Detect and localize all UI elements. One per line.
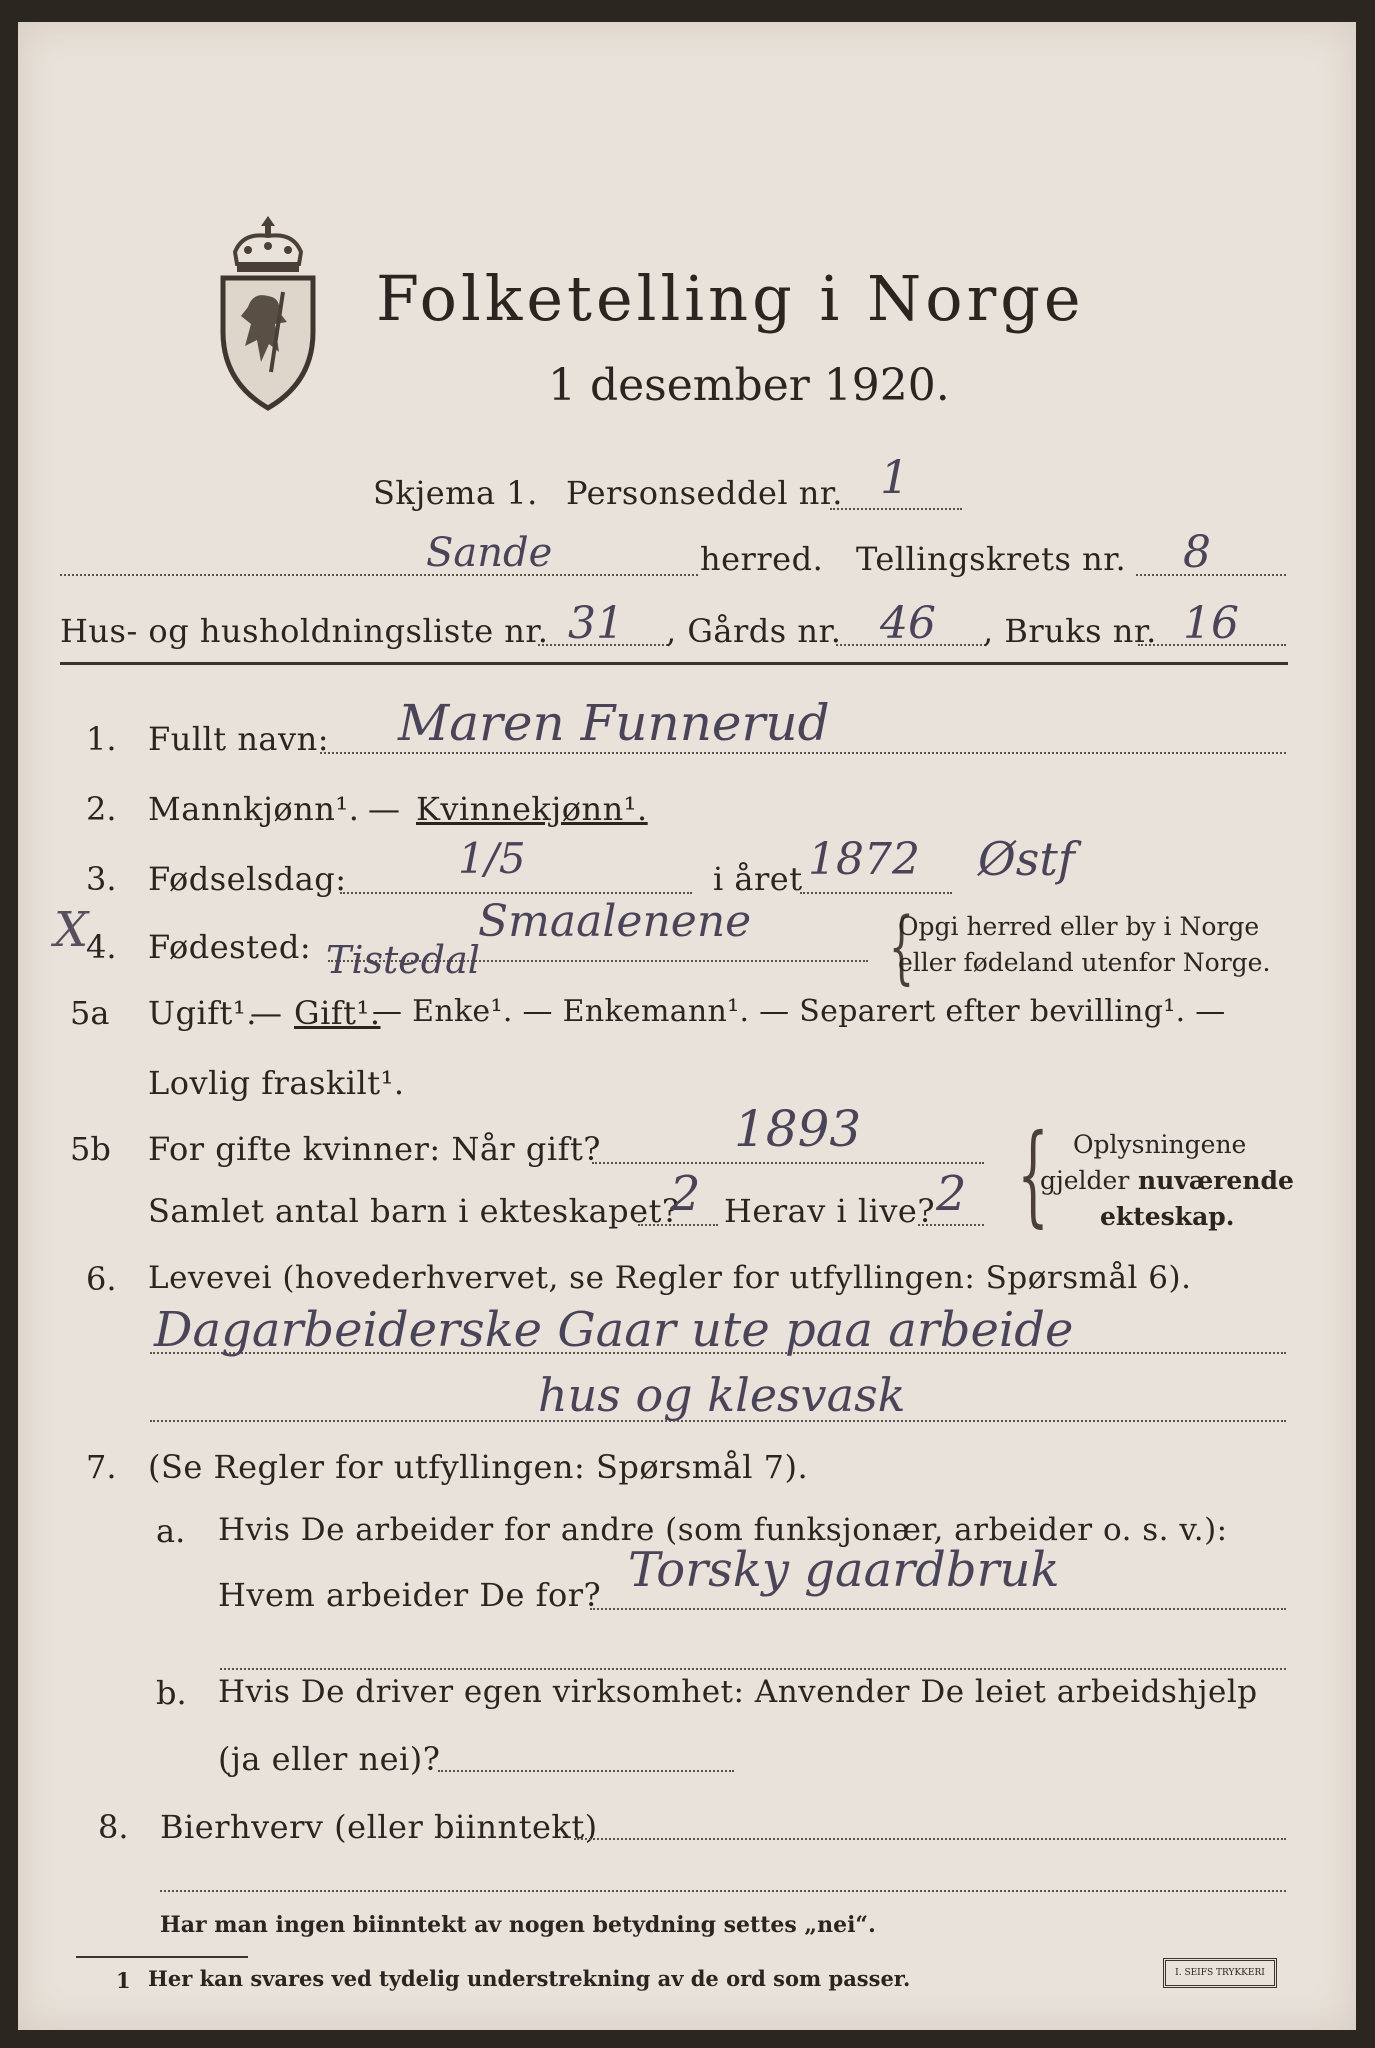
side-income-line (574, 1838, 1286, 1840)
alive-line (918, 1224, 984, 1226)
birthplace-value[interactable]: Tistedal (326, 938, 480, 982)
q5b-number: 5b (70, 1130, 111, 1168)
note-line-2b: nuværende (1138, 1166, 1294, 1195)
note-line-2a: gjelder (1040, 1166, 1130, 1195)
q4-label: Fødested: (148, 928, 312, 966)
children-line (638, 1224, 718, 1226)
hus-label: Hus- og husholdningsliste nr. (60, 612, 549, 650)
income-note: Har man ingen biinntekt av nogen betydning settes „nei“. (160, 1912, 876, 1938)
q1-line (320, 752, 1286, 754)
tellingskrets-line (1136, 574, 1286, 576)
herred-line (60, 574, 698, 576)
schema-label: Skjema 1. (373, 474, 538, 512)
married-year-value[interactable]: 1893 (734, 1100, 862, 1158)
q2-number: 2. (86, 790, 117, 828)
census-date: 1 desember 1920. (548, 360, 950, 411)
note-line-3: ekteskap. (1100, 1202, 1235, 1231)
civil-status-options[interactable]: — Enke¹. — Enkemann¹. — Separert efter bevilling¹. — (372, 994, 1226, 1029)
form-title: Folketelling i Norge (376, 262, 1085, 335)
coat-of-arms-emblem (213, 212, 323, 412)
footnote-text: Her kan svares ved tydelig understrekning av de ord som passer. (148, 1966, 911, 1991)
hus-value[interactable]: 31 (568, 598, 624, 649)
q5a-number: 5a (70, 994, 110, 1032)
birthplace-hint-2: eller fødeland utenfor Norge. (898, 948, 1271, 977)
ugift-sep: — (250, 994, 283, 1032)
children-label: Samlet antal barn i ekteskapet? (148, 1192, 680, 1230)
q1-number: 1. (86, 720, 117, 758)
tellingskrets-label: Tellingskrets nr. (856, 540, 1127, 578)
full-name-value[interactable]: Maren Funnerud (398, 694, 830, 752)
birth-county-value[interactable]: Smaalenene (478, 896, 752, 947)
brace-icon: { (888, 900, 915, 993)
q7a-letter: a. (156, 1512, 186, 1550)
birthday-line (340, 892, 692, 894)
divorced-option[interactable]: Lovlig fraskilt¹. (148, 1064, 405, 1102)
note-line-1: Oplysningene (1073, 1130, 1247, 1159)
tellingskrets-value[interactable]: 8 (1183, 527, 1211, 578)
alive-label: Herav i live? (724, 1192, 936, 1230)
birth-year-value[interactable]: 1872 (808, 834, 920, 885)
q7a-question: Hvem arbeider De for? (218, 1576, 602, 1614)
q1-label: Fullt navn: (148, 720, 329, 758)
printer-stamp: I. SEIFS TRYKKERI (1163, 1958, 1277, 1988)
q7a-text: Hvis De arbeider for andre (som funksjonær, arbeider o. s. v.): (218, 1512, 1228, 1548)
personseddel-label: Personseddel nr. (566, 474, 843, 512)
hired-help-line (438, 1770, 734, 1772)
q6-label: Levevei (hovederhvervet, se Regler for utfyllingen: Spørsmål 6). (148, 1260, 1192, 1296)
female-option[interactable]: Kvinnekjønn¹. (416, 790, 648, 828)
footnote-number: 1 (116, 1968, 131, 1993)
footnote-rule (76, 1956, 248, 1958)
employer-value[interactable]: Torsky gaardbruk (628, 1542, 1060, 1598)
q8-label: Bierhverv (eller biinntekt) (160, 1808, 598, 1846)
q8-number: 8. (98, 1808, 129, 1846)
personseddel-value[interactable]: 1 (880, 450, 910, 504)
q7b-letter: b. (156, 1674, 187, 1712)
year-label: i året (713, 860, 803, 898)
year-line (800, 892, 952, 894)
herred-label: herred. (700, 540, 824, 578)
check-mark: X (54, 902, 89, 958)
sex-separator: — (368, 790, 401, 828)
employer-line-2 (220, 1668, 1286, 1670)
bruks-value[interactable]: 16 (1183, 598, 1239, 649)
alive-value[interactable]: 2 (936, 1166, 967, 1222)
male-option[interactable]: Mannkjønn¹. (148, 790, 360, 828)
personseddel-line (830, 508, 962, 510)
q7b-text: Hvis De driver egen virksomhet: Anvender De leiet arbeidshjelp (218, 1674, 1258, 1710)
side-income-line-2 (160, 1890, 1286, 1892)
q4-number: 4. (86, 928, 117, 966)
brace-icon-2: { (1017, 1110, 1049, 1238)
q6-number: 6. (86, 1260, 117, 1298)
birthday-value[interactable]: 1/5 (458, 834, 526, 883)
region-note: Østf (978, 832, 1075, 886)
children-value[interactable]: 2 (670, 1166, 701, 1222)
gards-label: , Gårds nr. (666, 612, 842, 650)
married-label: For gifte kvinner: Når gift? (148, 1130, 601, 1168)
header-divider (60, 662, 1288, 665)
occupation-value-1[interactable]: Dagarbeiderske Gaar ute paa arbeide (154, 1302, 1074, 1358)
q3-label: Fødselsdag: (148, 860, 347, 898)
q7-label: (Se Regler for utfyllingen: Spørsmål 7). (148, 1448, 809, 1486)
herred-value[interactable]: Sande (426, 530, 553, 576)
gift-option[interactable]: Gift¹. (294, 994, 381, 1032)
q7b-question: (ja eller nei)? (218, 1740, 441, 1778)
employer-line (590, 1608, 1286, 1610)
bruks-label: , Bruks nr. (983, 612, 1157, 650)
gards-value[interactable]: 46 (880, 598, 936, 649)
birthplace-hint-1: Opgi herred eller by i Norge (898, 912, 1260, 941)
occupation-value-2[interactable]: hus og klesvask (538, 1368, 906, 1422)
ugift-option[interactable]: Ugift¹. (148, 994, 257, 1032)
q3-number: 3. (86, 860, 117, 898)
census-form (18, 22, 1356, 2030)
married-line (592, 1162, 984, 1164)
q7-number: 7. (86, 1448, 117, 1486)
